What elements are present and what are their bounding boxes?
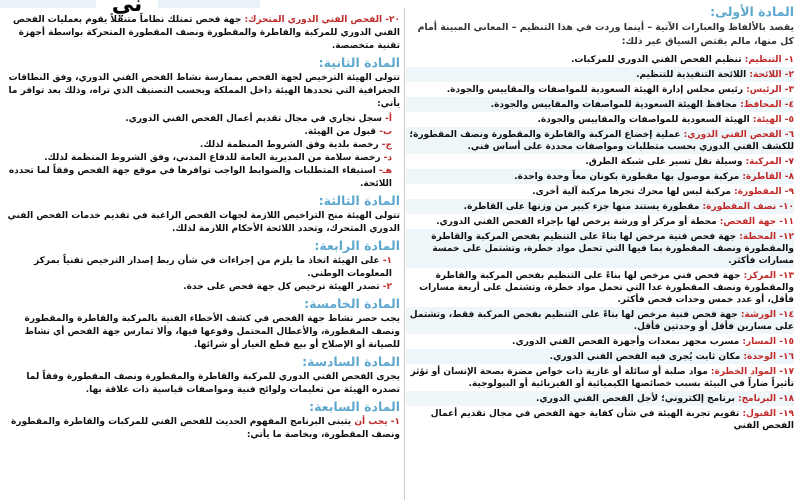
list-item-number: ١٢- المحطة:: [739, 231, 794, 242]
list-item: [6, 152, 400, 165]
list-item-number: د-: [383, 153, 392, 163]
list-item: [406, 97, 794, 112]
list-item: [6, 139, 400, 152]
corner-tab-text: ني: [111, 0, 143, 17]
list-item-number: ١٩- القبول:: [742, 408, 794, 419]
list-item-text: مقطورة يستند منها جزء كبير من وزنها على القاطرة.: [463, 201, 703, 212]
list-item-text: قبول من الهيئة.: [304, 127, 380, 137]
list-item-number: ١٥- المسار:: [742, 336, 794, 347]
list-item-text: تقويم تجربة الهيئة في شأن كفاية جهة الفحص في مجال تقديم أعمال الفحص الفني: [430, 408, 794, 431]
heading-article-1: المادة الأولى:: [710, 4, 794, 19]
definitions-list: [406, 52, 794, 433]
list-item-number: ١- التنظيم:: [744, 54, 794, 65]
list-item: [406, 307, 794, 334]
heading-article-5: المادة الخامسة:: [304, 296, 400, 311]
item-20-num: ٢٠- الفحص الفني الدوري المتحرك:: [244, 15, 400, 25]
list-item: [406, 391, 794, 406]
list-item-text: رئيس مجلس إدارة الهيئة السعودية للمواصفات والمقاييس والجودة.: [446, 84, 747, 95]
list-item-number: ٥- الهيئة:: [752, 114, 794, 125]
list-item-text: استيفاء المتطلبات والضوابط الواجب توافرها في موقع جهة الفحص وفقاً لما تحدده اللائحة.: [8, 166, 392, 189]
list-item: [406, 154, 794, 169]
list-item-number: ١-: [382, 256, 392, 266]
list-item: [406, 229, 794, 268]
list-item-number: ١٣- المركز:: [743, 270, 794, 281]
right-column: [406, 0, 794, 500]
column-divider: [404, 8, 405, 500]
article-5-text: يجب حصر نشاط جهة الفحص في كشف الأخطاء الفنية بالمركبة والقاطرة والمقطورة ونصف المقطورة، والأعطال المحتمل وقوعها فيها، وألا تمارس جهة الفحص أي نشاط للصيانة أو الإصلاح أو بيع قطع الغيار أو شرائها.: [24, 314, 400, 350]
list-item: [406, 364, 794, 391]
list-item-number: ١٠- نصف المقطورة:: [702, 201, 794, 212]
list-item-number: ١٧- المواد الخطرة:: [710, 366, 794, 377]
list-item-number: ٦- الفحص الفني الدوري:: [683, 129, 794, 140]
list-item-text: محطة أو مركز أو ورشة يرخص لها بإجراء الفحص الفني الدوري.: [436, 216, 720, 227]
list-item-text: رخصة بلدية وفق الشروط المنظمة لذلك.: [199, 140, 382, 150]
list-item-number: ١٨- البرنامج:: [737, 393, 794, 404]
list-item: [406, 169, 794, 184]
list-item-text: مكان ثابت يُجرى فيه الفحص الفني الدوري.: [549, 351, 744, 362]
list-item: [406, 184, 794, 199]
list-item-number: ٣- الرئيس:: [746, 84, 794, 95]
article-7-item-1-text: يتبنى البرنامج المفهوم الحديث للفحص الفني للمركبات والقاطرة والمقطورة ونصف المقطورة، وبخاصة ما يأتي:: [11, 417, 400, 440]
list-item: [406, 127, 794, 154]
list-item-text: وسيلة نقل تسير على شبكة الطرق.: [585, 156, 746, 167]
article-7-item-1: [6, 416, 400, 442]
list-item-text: عملية إخضاع المركبة والقاطرة والمقطورة ونصف المقطورة؛ للكشف الفني الدوري بحسب متطلبات ومواصفات محددة على أساس فني.: [409, 129, 794, 152]
list-item: [406, 199, 794, 214]
list-item-text: مواد صلبة أو سائلة أو غازية ذات خواص مضرة بصحة الإنسان أو تؤثر تأثيراً ضاراً في البيئة بسبب خصائصها الكيميائية أو الفيزيائية أو البيولوجية.: [410, 366, 794, 389]
heading-article-3: المادة الثالثة:: [318, 193, 400, 208]
list-item-number: ١٤- الورشة:: [740, 309, 794, 320]
list-item: [6, 113, 400, 126]
list-item-number: ٢-: [382, 282, 392, 292]
list-item: [406, 268, 794, 307]
list-item-text: تنظيم الفحص الفني الدوري للمركبات.: [570, 54, 745, 65]
list-item-text: جهة فحص فنية مرخص لها بناءً على التنظيم بفحص المركبة فقط، وتشتمل على مسارين فأقل أو وحدتين فأقل.: [409, 309, 794, 332]
article-2-conditions: [6, 113, 400, 191]
list-item-text: جهة فحص فنية مرخص لها بناءً على التنظيم بفحص المركبة والقاطرة والمقطورة ونصف المقطورة بما فيها التي تحمل مواد خطرة، وتشتمل على خمسة مسارات فأكثر.: [431, 231, 794, 266]
article-1-intro: يقصد بالألفاظ والعبارات الآتية – أينما وردت في هذا التنظيم – المعاني المبينة أمام كل منها، مالم يقتض السياق غير ذلك:: [417, 22, 794, 47]
list-item-number: ٨- القاطرة:: [742, 171, 794, 182]
list-item-number: ١٦- الوحدة:: [743, 351, 794, 362]
article-4-items: [6, 255, 400, 294]
list-item: [406, 112, 794, 127]
heading-article-7: المادة السابعة:: [309, 399, 400, 414]
list-item: [406, 82, 794, 97]
list-item-text: برنامج إلكتروني؛ لأجل الفحص الفني الدوري.: [535, 393, 738, 404]
list-item-text: تصدر الهيئة ترخيص كل جهة فحص على حدة.: [183, 282, 383, 292]
list-item-text: مركبة موصول بها مقطورة بكونان معاً وحدة واحدة.: [514, 171, 743, 182]
list-item-number: ١١- جهة الفحص:: [719, 216, 794, 227]
left-column: [6, 0, 400, 500]
list-item-text: محافظ الهيئة السعودية للمواصفات والمقاييس والجودة.: [490, 99, 741, 110]
list-item: [6, 281, 400, 294]
list-item-number: ب-: [379, 127, 392, 137]
list-item: [6, 126, 400, 139]
list-item-text: على الهيئة اتخاذ ما يلزم من إجراءات في شأن ربط إصدار الترخيص تقنياً بمركز المعلومات الوطني.: [33, 256, 392, 279]
list-item-number: أ-: [385, 114, 392, 124]
list-item-text: مسرب مجهز بمعدات وأجهزة الفحص الفني الدوري.: [512, 336, 743, 347]
list-item-number: ج-: [381, 140, 392, 150]
list-item: [406, 67, 794, 82]
list-item-text: مركبة ليس لها محرك تجرها مركبة آلية أخرى.: [532, 186, 735, 197]
heading-article-4: المادة الرابعة:: [314, 238, 400, 253]
list-item-text: اللائحة التنفيذية للتنظيم.: [636, 69, 750, 80]
article-2-text: تتولى الهيئة الترخيص لجهة الفحص بممارسة نشاط الفحص الفني الدوري، وفق النطاقات الجغرافية التي تحددها الهيئة داخل المملكة وبحسب التصنيف الذي تراه، وذلك بعد توافر ما يأتي:: [8, 73, 400, 109]
list-item: [406, 52, 794, 67]
list-item-number: ٢- اللائحة:: [749, 69, 794, 80]
list-item-number: ٩- المقطورة:: [734, 186, 794, 197]
article-3-text: تتولى الهيئة منح التراخيص اللازمة لجهات الفحص الراغبة في تقديم خدمات الفحص الفني الدوري المتحرك، وتحدد اللائحة الأحكام اللازمة لذلك.: [7, 211, 400, 234]
heading-article-2: المادة الثانية:: [318, 55, 400, 70]
list-item: [406, 214, 794, 229]
list-item: [406, 334, 794, 349]
list-item: [6, 165, 400, 191]
list-item: [406, 349, 794, 364]
item-20-text: جهة فحص تمتلك نظاماً متنقلاً يقوم بعمليات الفحص الفني الدوري للمركبة والقاطرة والمقطورة ونصف المقطورة المتحركة بواسطة أجهزة تقنية متخصصة.: [12, 15, 400, 51]
list-item: [406, 406, 794, 433]
list-item-number: ٤- المحافظ:: [740, 99, 794, 110]
list-item-text: الهيئة السعودية للمواصفات والمقاييس والجودة.: [537, 114, 753, 125]
list-item-text: جهة فحص فني مرخص لها بناءً على التنظيم بفحص المركبة والقاطرة والمقطورة ونصف المقطورة عدا التي تحمل مواد خطرة، وتشتمل على أربعة مسارات فأقل، أو عدد خمس وحدات فحص فأكثر.: [419, 270, 794, 305]
item-20: [6, 14, 400, 53]
heading-article-6: المادة السادسة:: [302, 354, 400, 369]
list-item-number: ٧- المركبة:: [745, 156, 794, 167]
list-item: [6, 255, 400, 281]
list-item-number: هـ-: [378, 166, 392, 176]
list-item-text: سجل تجاري في مجال تقديم أعمال الفحص الفني الدوري.: [125, 114, 386, 124]
list-item-text: رخصة سلامة من المديرية العامة للدفاع المدني، وفق الشروط المنظمة لذلك.: [44, 153, 384, 163]
article-6-text: يجرى الفحص الفني الدوري للمركبة والقاطرة والمقطورة ونصف المقطورة وفقاً لما تصدره الهيئة من تعليمات ولوائح فنية ومواصفات قياسية ذات علاقة بها.: [26, 372, 400, 395]
article-7-item-1-num: ١- يجب أن: [354, 417, 400, 427]
